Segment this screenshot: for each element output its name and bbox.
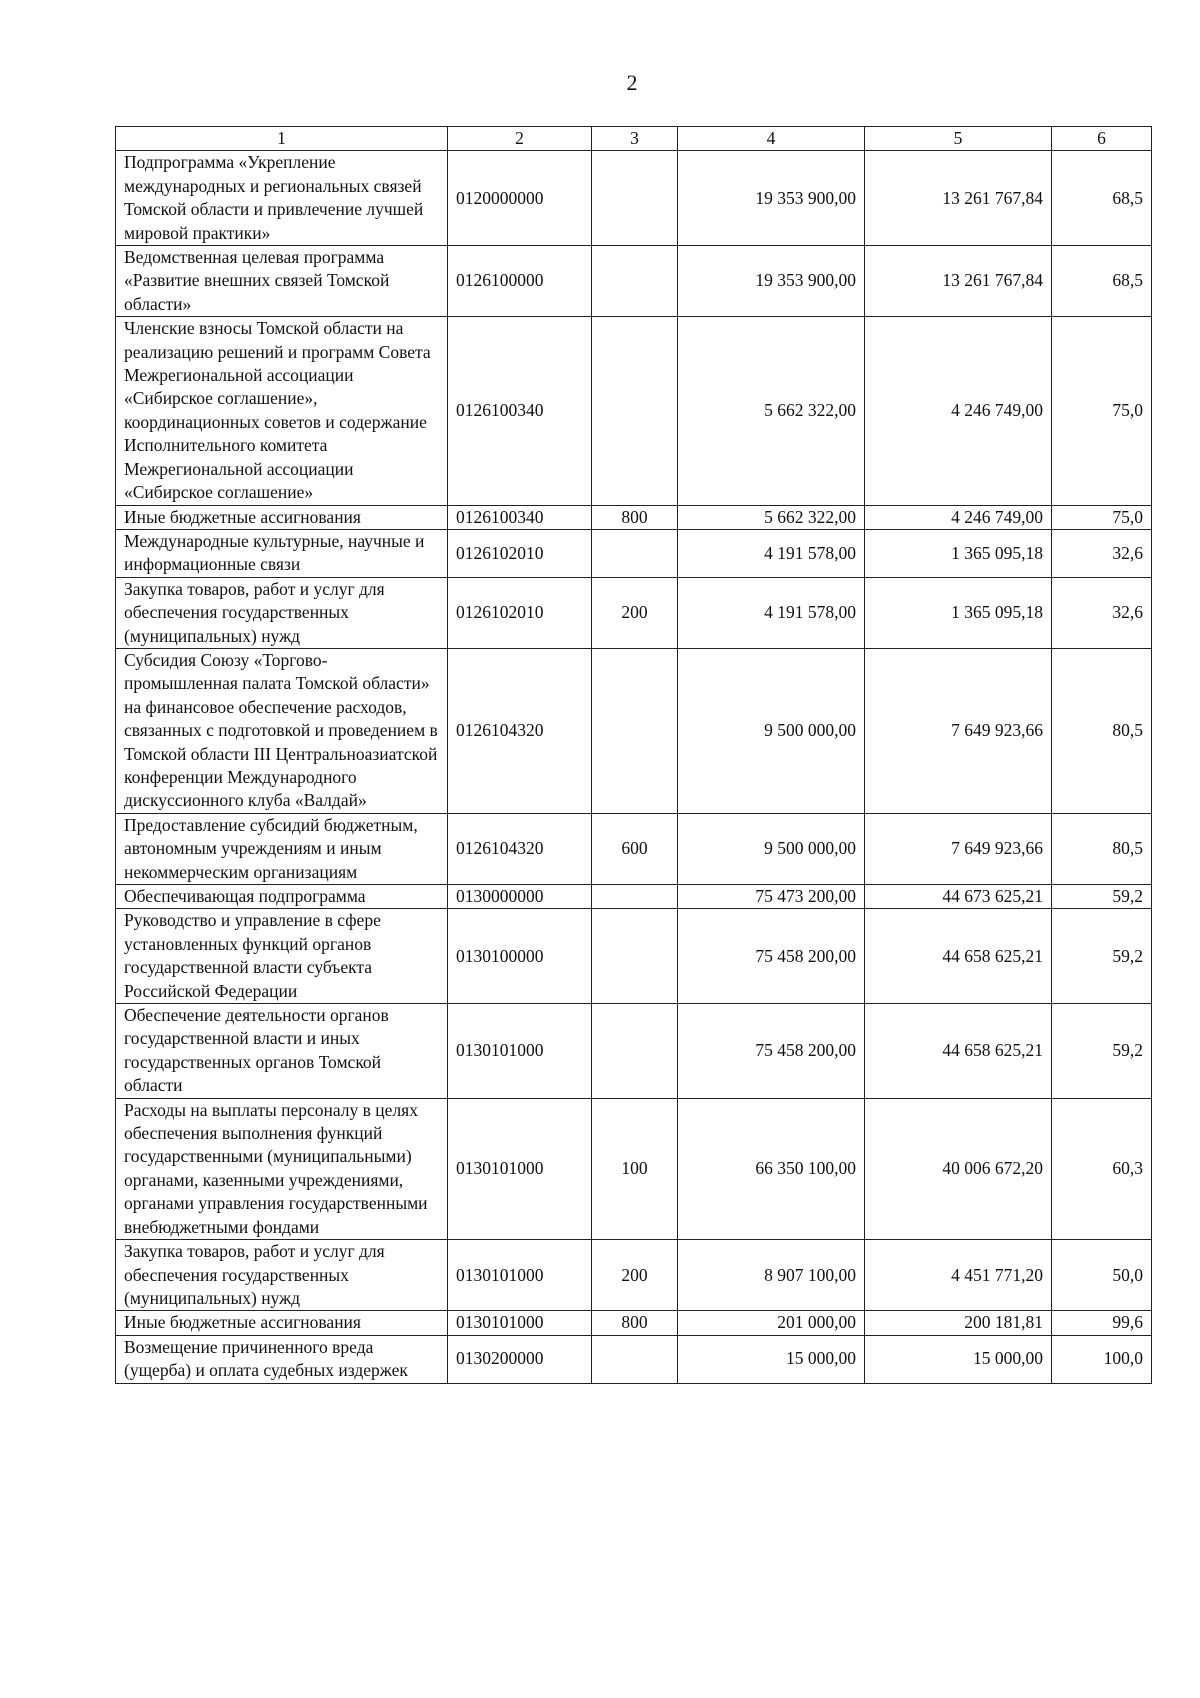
table-row — [116, 1240, 1152, 1311]
plan-amount: 4 191 578,00 — [678, 577, 865, 648]
expense-name: Обеспечивающая подпрограмма — [116, 885, 448, 909]
plan-amount: 5 662 322,00 — [678, 505, 865, 529]
expense-kind: 200 — [592, 577, 678, 648]
table-row — [116, 246, 1152, 317]
execution-percent: 59,2 — [1052, 909, 1152, 1004]
table-row — [116, 813, 1152, 884]
expense-kind — [592, 648, 678, 813]
plan-amount: 8 907 100,00 — [678, 1240, 865, 1311]
target-code: 0130101000 — [448, 1004, 592, 1099]
execution-percent: 80,5 — [1052, 648, 1152, 813]
header-col-6: 6 — [1052, 127, 1152, 151]
table-header-row — [116, 127, 1152, 151]
expense-kind — [592, 1335, 678, 1383]
plan-amount: 19 353 900,00 — [678, 246, 865, 317]
expense-kind: 100 — [592, 1098, 678, 1239]
expense-name: Членские взносы Томской области на реализацию решений и программ Совета Межрегиональной ассоциации «Сибирское соглашение», координационных советов и содержание Исполнительного комитета Межрегиональной ассоциации «Сибирское соглашение» — [116, 317, 448, 505]
plan-amount: 5 662 322,00 — [678, 317, 865, 505]
actual-amount: 200 181,81 — [865, 1311, 1052, 1335]
actual-amount: 44 658 625,21 — [865, 909, 1052, 1004]
table-row — [116, 1311, 1152, 1335]
expense-name: Закупка товаров, работ и услуг для обеспечения государственных (муниципальных) нужд — [116, 577, 448, 648]
table-row — [116, 151, 1152, 246]
plan-amount: 9 500 000,00 — [678, 813, 865, 884]
header-col-5: 5 — [865, 127, 1052, 151]
table-row — [116, 577, 1152, 648]
expense-kind — [592, 151, 678, 246]
table-row — [116, 1004, 1152, 1099]
execution-percent: 75,0 — [1052, 505, 1152, 529]
header-col-2: 2 — [448, 127, 592, 151]
table-row — [116, 648, 1152, 813]
table-row — [116, 885, 1152, 909]
target-code: 0126100340 — [448, 317, 592, 505]
actual-amount: 7 649 923,66 — [865, 813, 1052, 884]
target-code: 0120000000 — [448, 151, 592, 246]
expense-name: Закупка товаров, работ и услуг для обеспечения государственных (муниципальных) нужд — [116, 1240, 448, 1311]
plan-amount: 4 191 578,00 — [678, 529, 865, 577]
table-row — [116, 317, 1152, 505]
expense-kind: 800 — [592, 1311, 678, 1335]
actual-amount: 44 658 625,21 — [865, 1004, 1052, 1099]
actual-amount: 1 365 095,18 — [865, 529, 1052, 577]
table-row — [116, 909, 1152, 1004]
expense-kind — [592, 317, 678, 505]
expense-name: Субсидия Союзу «Торгово-промышленная палата Томской области» на финансовое обеспечение расходов, связанных с подготовкой и проведением в Томской области III Центральноазиатской конференции Международного дискуссионного клуба «Валдай» — [116, 648, 448, 813]
plan-amount: 75 473 200,00 — [678, 885, 865, 909]
target-code: 0130200000 — [448, 1335, 592, 1383]
target-code: 0130100000 — [448, 909, 592, 1004]
expense-name: Возмещение причиненного вреда (ущерба) и оплата судебных издержек — [116, 1335, 448, 1383]
expense-kind — [592, 529, 678, 577]
target-code: 0130101000 — [448, 1098, 592, 1239]
plan-amount: 19 353 900,00 — [678, 151, 865, 246]
execution-percent: 59,2 — [1052, 885, 1152, 909]
actual-amount: 4 246 749,00 — [865, 505, 1052, 529]
actual-amount: 44 673 625,21 — [865, 885, 1052, 909]
execution-percent: 80,5 — [1052, 813, 1152, 884]
header-col-4: 4 — [678, 127, 865, 151]
execution-percent: 32,6 — [1052, 529, 1152, 577]
plan-amount: 66 350 100,00 — [678, 1098, 865, 1239]
expense-kind — [592, 246, 678, 317]
execution-percent: 32,6 — [1052, 577, 1152, 648]
execution-percent: 75,0 — [1052, 317, 1152, 505]
plan-amount: 75 458 200,00 — [678, 1004, 865, 1099]
target-code: 0126104320 — [448, 648, 592, 813]
target-code: 0130000000 — [448, 885, 592, 909]
execution-percent: 68,5 — [1052, 151, 1152, 246]
expense-name: Руководство и управление в сфере установленных функций органов государственной власти субъекта Российской Федерации — [116, 909, 448, 1004]
expense-name: Подпрограмма «Укрепление международных и региональных связей Томской области и привлечение лучшей мировой практики» — [116, 151, 448, 246]
execution-percent: 60,3 — [1052, 1098, 1152, 1239]
target-code: 0130101000 — [448, 1240, 592, 1311]
expense-kind — [592, 909, 678, 1004]
expense-name: Иные бюджетные ассигнования — [116, 505, 448, 529]
actual-amount: 40 006 672,20 — [865, 1098, 1052, 1239]
expense-kind — [592, 885, 678, 909]
expense-kind: 800 — [592, 505, 678, 529]
target-code: 0126100340 — [448, 505, 592, 529]
plan-amount: 75 458 200,00 — [678, 909, 865, 1004]
target-code: 0126102010 — [448, 577, 592, 648]
execution-percent: 59,2 — [1052, 1004, 1152, 1099]
expense-name: Ведомственная целевая программа «Развитие внешних связей Томской области» — [116, 246, 448, 317]
page-number: 2 — [626, 70, 638, 95]
execution-percent: 68,5 — [1052, 246, 1152, 317]
header-col-3: 3 — [592, 127, 678, 151]
plan-amount: 201 000,00 — [678, 1311, 865, 1335]
expense-name: Обеспечение деятельности органов государственной власти и иных государственных органов Томской области — [116, 1004, 448, 1099]
plan-amount: 9 500 000,00 — [678, 648, 865, 813]
execution-percent: 100,0 — [1052, 1335, 1152, 1383]
target-code: 0126104320 — [448, 813, 592, 884]
table-row — [116, 1335, 1152, 1383]
expense-kind — [592, 1004, 678, 1099]
expense-name: Иные бюджетные ассигнования — [116, 1311, 448, 1335]
actual-amount: 13 261 767,84 — [865, 151, 1052, 246]
actual-amount: 15 000,00 — [865, 1335, 1052, 1383]
target-code: 0126100000 — [448, 246, 592, 317]
target-code: 0130101000 — [448, 1311, 592, 1335]
expense-name: Расходы на выплаты персоналу в целях обеспечения выполнения функций государственными (муниципальными) органами, казенными учреждениями, органами управления государственными внебюджетными фондами — [116, 1098, 448, 1239]
budget-execution-table — [115, 126, 1152, 1384]
execution-percent: 50,0 — [1052, 1240, 1152, 1311]
actual-amount: 4 246 749,00 — [865, 317, 1052, 505]
expense-kind: 200 — [592, 1240, 678, 1311]
actual-amount: 1 365 095,18 — [865, 577, 1052, 648]
plan-amount: 15 000,00 — [678, 1335, 865, 1383]
table-row — [116, 505, 1152, 529]
target-code: 0126102010 — [448, 529, 592, 577]
table-row — [116, 1098, 1152, 1239]
execution-percent: 99,6 — [1052, 1311, 1152, 1335]
actual-amount: 7 649 923,66 — [865, 648, 1052, 813]
expense-kind: 600 — [592, 813, 678, 884]
actual-amount: 13 261 767,84 — [865, 246, 1052, 317]
actual-amount: 4 451 771,20 — [865, 1240, 1052, 1311]
expense-name: Международные культурные, научные и информационные связи — [116, 529, 448, 577]
header-col-1: 1 — [116, 127, 448, 151]
expense-name: Предоставление субсидий бюджетным, автономным учреждениям и иным некоммерческим организациям — [116, 813, 448, 884]
table-row — [116, 529, 1152, 577]
